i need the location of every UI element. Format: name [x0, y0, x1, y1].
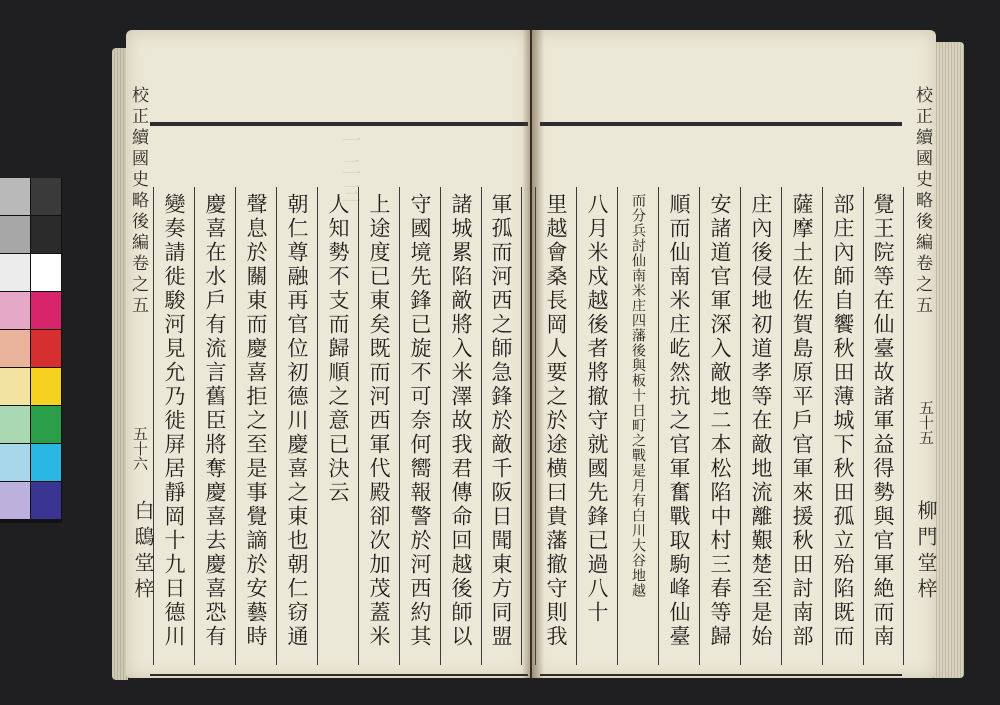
- column-text: 覺王院等在仙臺故諸軍益得勢與官軍絶而南: [871, 193, 895, 649]
- text-column: [440, 187, 481, 665]
- column-text: 諸城累陷敵將入米澤故我君傳命回越後師以: [449, 193, 473, 649]
- color-swatch: [31, 178, 61, 215]
- column-text: 順而仙南米庄屹然抗之官軍奮戰取駒峰仙臺: [667, 193, 691, 649]
- column-text: 守國境先鋒已旋不可奈何嚮報警於河西約其: [408, 193, 432, 649]
- column-text: 上途度已東矣既而河西軍代殿卻次加茂蓋米: [367, 193, 391, 649]
- color-swatch: [31, 216, 61, 253]
- color-swatch: [0, 482, 30, 519]
- text-column: [399, 187, 440, 665]
- color-swatch: [0, 406, 30, 443]
- right-publisher-mark: 柳門堂梓: [914, 500, 938, 604]
- right-margin-title: 校正續國史略後編卷之五: [912, 86, 932, 317]
- column-text: 部庄內師自饗秋田薄城下秋田孤立殆陷既而: [831, 193, 855, 649]
- column-text: 薩摩土佐佐賀島原平戶官軍來援秋田討南部: [790, 193, 814, 649]
- column-text: 軍孤而河西之師急鋒於敵千阪日聞東方同盟: [489, 193, 513, 649]
- left-margin-title: 校正續國史略後編卷之五: [128, 86, 148, 317]
- column-text: 庄內後侵地初道孝等在敵地流離艱楚至是始: [749, 193, 773, 649]
- color-swatch: [31, 254, 61, 291]
- column-text: 安諸道官軍深入敵地二本松陷中村三春等歸: [708, 193, 732, 649]
- left-text-block: [156, 187, 522, 665]
- color-swatch: [0, 444, 30, 481]
- text-column: [153, 187, 194, 665]
- text-column: [317, 187, 358, 665]
- color-swatch: [31, 406, 61, 443]
- text-column: [658, 187, 699, 665]
- text-column: [358, 187, 399, 665]
- color-swatch: [0, 292, 30, 329]
- text-column: [781, 187, 822, 665]
- color-swatch: [31, 368, 61, 405]
- column-text: 而分兵討仙南米庄四藩後與板十日町之戰是月有白川大谷地越: [630, 193, 646, 598]
- color-swatch: [31, 444, 61, 481]
- color-swatch: [0, 216, 30, 253]
- color-calibration-strip: [0, 178, 62, 523]
- book-gutter: [522, 30, 544, 678]
- column-text: 慶喜在水戶有流言舊臣將奪慶喜去慶喜恐有: [203, 193, 227, 649]
- right-text-block: [540, 187, 904, 665]
- text-column: [576, 187, 617, 665]
- column-text: 里越會桑長岡人要之於途横曰貴藩撤守則我: [544, 193, 568, 649]
- color-swatch: [31, 292, 61, 329]
- text-column: [235, 187, 276, 665]
- left-page: [126, 30, 530, 678]
- right-page: [532, 30, 936, 678]
- column-text: 聲息於關東而慶喜拒之至是事覺謫於安藝時: [244, 193, 268, 649]
- open-book: [112, 30, 964, 680]
- left-folio: 五十六: [131, 426, 149, 471]
- color-swatch: [0, 368, 30, 405]
- column-text: 變奏請徙駿河見允乃徙屏居靜岡十九日德川: [162, 193, 186, 649]
- text-column: [481, 187, 522, 665]
- column-text: 八月米戍越後者將撤守就國先鋒已過八十: [585, 193, 609, 625]
- show-through-text: 一 二 三: [338, 130, 362, 203]
- text-column: [617, 187, 658, 665]
- color-swatch: [31, 330, 61, 367]
- text-column: [822, 187, 863, 665]
- text-column: [863, 187, 904, 665]
- color-swatch: [31, 482, 61, 519]
- text-column: [740, 187, 781, 665]
- text-column: [194, 187, 235, 665]
- text-column: [276, 187, 317, 665]
- column-text: 朝仁尊融再官位初德川慶喜之東也朝仁窃通: [285, 193, 309, 649]
- color-swatch: [0, 254, 30, 291]
- color-swatch: [0, 330, 30, 367]
- right-folio: 五十五: [917, 400, 935, 445]
- color-swatch: [0, 178, 30, 215]
- text-column: [699, 187, 740, 665]
- column-text: 人知勢不支而歸順之意已決云: [326, 193, 350, 505]
- left-publisher-mark: 白鴟堂梓: [131, 500, 155, 604]
